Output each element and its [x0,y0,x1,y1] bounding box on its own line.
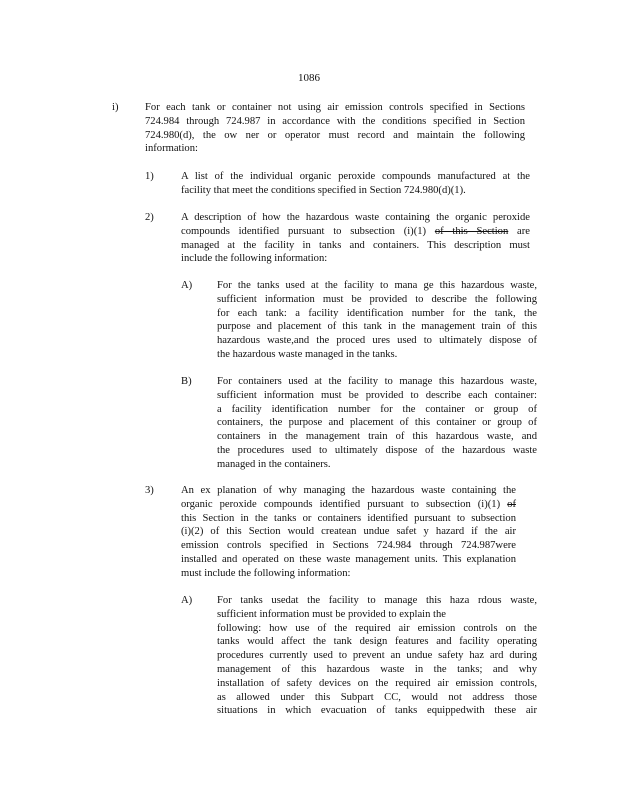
item-2-text [181,211,530,266]
item-2b-label: B) [181,376,192,387]
item-3-text [181,484,516,581]
text-line: procedures currently used to prevent an undue safety haz ard during [217,650,537,662]
text-line: following: how use of the required air emission controls on the [217,622,537,634]
text-line: installed and operated on these waste management units. This explanation [181,553,516,565]
text-line: installation of safety devices on the required air emission controls, [217,677,537,689]
item-2b-text [217,375,537,472]
text-line: managed at the facility in tanks and containers. This description must [181,239,530,251]
text-line: the hazardous waste managed in the tanks. [217,348,398,360]
text-line: sufficient information must be provided to describe the following [217,293,537,305]
item-2a-label: A) [181,280,193,291]
text-line: containers, the purpose and placement of this container or group of [217,417,537,429]
text-line: emission controls specified in Sections 724.984 through 724.987were [181,540,516,552]
text-segment: organic peroxide compounds identified pursuant to subsection (i)(1) [181,498,501,510]
item-2-label: 2) [145,212,154,223]
text-segment: are [517,225,530,237]
text-line: for each tank: a facility identification number for the tank, the [217,307,537,319]
item-3a-label: A) [181,595,193,606]
text-line: 724.980(d), the ow ner or operator must record and maintain the following [145,129,525,141]
text-line: (i)(2) of this Section would createan undue safet y hazard if the air [181,526,516,538]
item-3a-text [217,594,537,718]
text-line: For containers used at the facility to manage this hazardous waste, [217,376,537,387]
text-line: tanks would affect the tank design features and facility operating [217,636,537,648]
item-i-label: i) [112,102,119,113]
text-line: management of this hazardous waste in the tanks; and why [217,663,537,675]
text-line: An ex planation of why managing the hazardous waste containing the [181,485,516,496]
text-segment: compounds identified pursuant to subsection (i)(1) [181,225,427,237]
text-line: facility that meet the conditions specified in Section 724.980(d)(1). [181,184,466,196]
text-line: purpose and placement of this tank in the management train of this [217,321,537,333]
item-2a-text [217,279,537,362]
item-i-text [145,101,525,156]
item-3-label: 3) [145,485,154,496]
text-line: sufficient information must be provided to describe each container: [217,389,537,401]
item-1-label: 1) [145,171,154,182]
text-line: For the tanks used at the facility to mana ge this hazardous waste, [217,280,537,291]
text-line: sufficient information must be provided to explain the [217,608,446,620]
text-line: must include the following information: [181,567,351,579]
text-line: A description of how the hazardous waste containing the organic peroxide [181,212,530,223]
text-line: this Section in the tanks or containers identified pursuant to subsection [181,512,516,524]
text-line: managed in the containers. [217,458,331,470]
text-line: For tanks usedat the facility to manage this haza rdous waste, [217,595,537,606]
text-line: For each tank or container not using air emission controls specified in Sections [145,102,525,113]
text-line: containers in the management train of this hazardous waste, and [217,431,537,443]
text-line: A list of the individual organic peroxide compounds manufactured at the [181,171,530,182]
text-line: situations in which evacuation of tanks equippedwith these air [217,705,537,717]
struck-text: of this Section [434,225,509,237]
text-line: as allowed under this Subpart CC, would not address those [217,691,537,703]
text-line: hazardous waste,and the proced ures used to ultimately dispose of [217,335,537,347]
text-line: information: [145,143,198,155]
page-number: 1086 [298,72,320,84]
text-line: a facility identification number for the container or group of [217,403,537,415]
text-line: 724.984 through 724.987 in accordance with the conditions specified in Section [145,115,525,127]
text-line [181,498,516,512]
text-line: include the following information: [181,253,328,265]
struck-text: of [507,498,516,510]
text-line: the procedures used to ultimately dispose of the hazardous waste [217,444,537,456]
item-1-text [181,170,530,198]
text-line [181,225,530,239]
